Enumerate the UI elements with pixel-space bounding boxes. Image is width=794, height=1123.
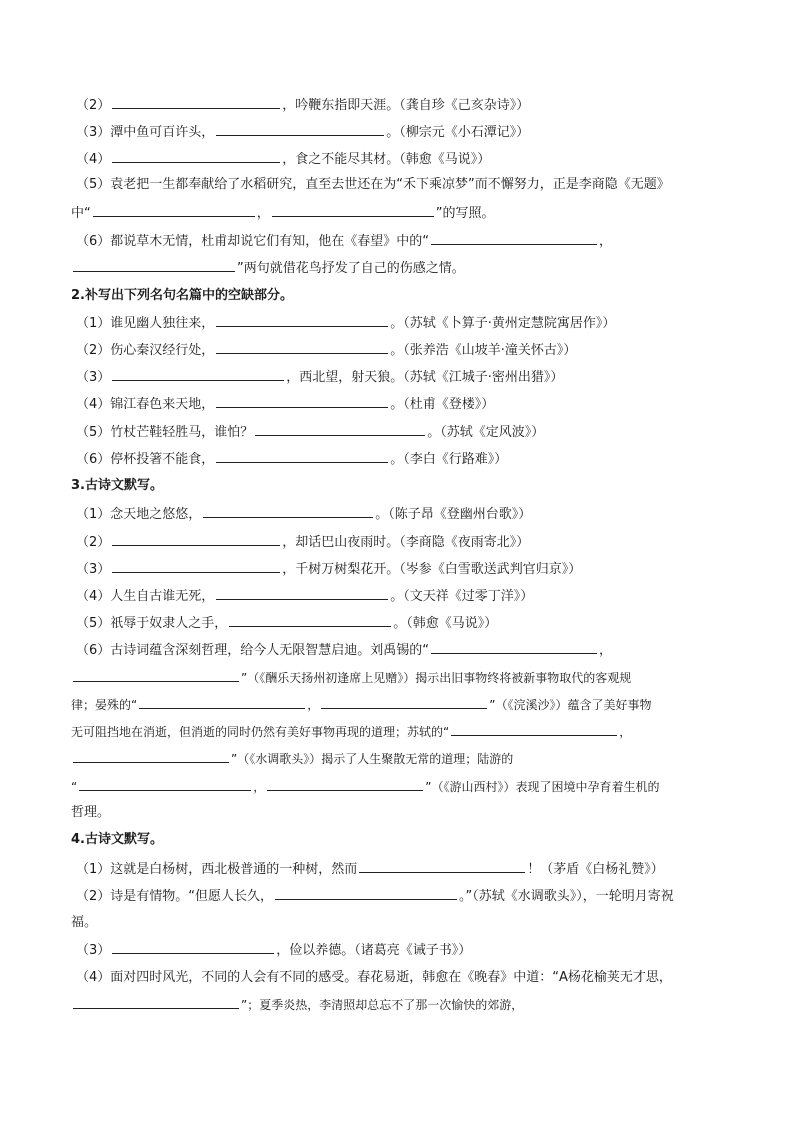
answer-blank[interactable]: [73, 994, 239, 1009]
answer-blank[interactable]: [359, 858, 525, 873]
line-text: （2）伤心秦汉经行处，: [76, 343, 215, 358]
line-text: 。（陈子昂《登幽州台歌》）: [375, 507, 532, 522]
line-text: （5）袁老把一生都奉献给了水稻研究，直至去世还在为“禾下乘凉梦”而不懈努力，正是李商隐《无题》: [76, 177, 670, 192]
question-line: [76, 531, 529, 551]
line-text: （6）都说草木无情，杜甫却说它们有知，他在《春望》中的“: [76, 234, 430, 249]
answer-blank[interactable]: [73, 257, 235, 272]
answer-blank[interactable]: [321, 694, 487, 709]
line-text: 。（苏轼《卜算子·黄州定慧院寓居作》）: [390, 316, 616, 331]
question-line: [71, 803, 110, 823]
question-line: [71, 667, 631, 687]
question-line: [76, 968, 672, 988]
answer-blank[interactable]: [431, 230, 597, 245]
question-line: [76, 939, 471, 959]
line-text: ，食之不能尽其材。（韩愈《马说》）: [282, 152, 491, 167]
line-text: （4）: [76, 152, 111, 167]
answer-blank[interactable]: [73, 667, 239, 682]
line-text: ，: [619, 725, 632, 739]
line-text: 。”（苏轼《水调歌头》），一轮明月寄祝: [459, 889, 674, 904]
line-text: ，千树万树梨花开。（岑参《白雪歌送武判官归京》）: [282, 562, 582, 577]
answer-blank[interactable]: [112, 94, 280, 109]
question-line: [76, 639, 612, 659]
line-text: （2）: [76, 535, 111, 550]
line-text: （3）潭中鱼可百许头，: [76, 125, 215, 140]
line-text: （3）: [76, 370, 111, 385]
line-text: （6）停杯投箸不能食，: [76, 452, 215, 467]
question-line: [76, 421, 544, 441]
line-text: 律；晏殊的“: [71, 698, 138, 712]
line-text: （4）人生自古谁无死，: [76, 589, 215, 604]
line-text: （1）这就是白杨树，西北极普通的一种树，然而: [76, 862, 358, 877]
line-text: （2）: [76, 98, 111, 113]
question-line: [76, 339, 576, 359]
line-text: （1）念天地之悠悠，: [76, 507, 202, 522]
question-line: [76, 858, 664, 878]
line-text: ”（《浣溪沙》）蕴含了美好事物: [489, 698, 652, 712]
answer-blank[interactable]: [112, 558, 280, 573]
question-line: [76, 175, 670, 195]
section-heading: [71, 830, 163, 850]
line-text: 。（苏轼《定风波》）: [427, 425, 545, 440]
question-line: [76, 94, 529, 114]
answer-blank[interactable]: [216, 448, 388, 463]
line-text: ”（《游山西村》）表现了困境中孕育着生机的: [425, 780, 660, 794]
line-text: （4）锦江春色来天地，: [76, 397, 215, 412]
line-text: 。（张养浩《山坡羊·潼关怀古》）: [390, 343, 577, 358]
answer-blank[interactable]: [73, 748, 229, 763]
question-line: [71, 257, 465, 277]
question-line: [76, 148, 490, 168]
answer-blank[interactable]: [112, 531, 280, 546]
line-text: （2）诗是有情物。“但愿人长久，: [76, 889, 274, 904]
line-text: ”（《酬乐天扬州初逢席上见赠》）揭示出旧事物终将被新事物取代的客观规: [241, 671, 632, 685]
question-line: [76, 503, 531, 523]
line-text: ”两句就借花鸟抒发了自己的伤感之情。: [237, 261, 465, 276]
line-text: 福。: [71, 915, 98, 930]
line-text: 中“: [71, 206, 91, 221]
answer-blank[interactable]: [139, 694, 305, 709]
line-text: ，: [253, 780, 266, 794]
answer-blank[interactable]: [275, 885, 457, 900]
line-text: 。（李白《行路难》）: [390, 452, 508, 467]
answer-blank[interactable]: [216, 312, 388, 327]
line-text: （5）竹杖芒鞋轻胜马，谁怕？: [76, 425, 254, 440]
line-text: ，: [599, 234, 613, 249]
answer-blank[interactable]: [216, 393, 388, 408]
question-line: [76, 558, 581, 578]
question-line: [71, 913, 97, 933]
answer-blank[interactable]: [229, 612, 391, 627]
section-heading: [71, 476, 163, 496]
line-text: 。（柳宗元《小石潭记》）: [386, 125, 530, 140]
question-line: [76, 312, 615, 332]
answer-blank[interactable]: [216, 585, 388, 600]
line-text: （1）谁见幽人独往来，: [76, 316, 215, 331]
answer-blank[interactable]: [79, 776, 251, 791]
line-text: 无可阻挡地在消逝，但消逝的同时仍然有美好事物再现的道理；苏轼的“: [71, 725, 450, 739]
line-text: ”（《水调歌头》）揭示了人生聚散无常的道理；陆游的: [231, 752, 514, 766]
answer-blank[interactable]: [216, 121, 384, 136]
answer-blank[interactable]: [112, 939, 274, 954]
line-text: （5）祇辱于奴隶人之手，: [76, 616, 228, 631]
answer-blank[interactable]: [272, 202, 434, 217]
line-text: ”的写照。: [435, 206, 495, 221]
answer-blank[interactable]: [267, 776, 423, 791]
question-line: [76, 230, 612, 250]
line-text: ！（茅盾《白杨礼赞》）: [527, 862, 664, 877]
question-line: [71, 994, 523, 1014]
question-line: [71, 776, 659, 796]
line-text: ，: [256, 206, 270, 221]
question-line: [71, 721, 631, 741]
question-line: [76, 393, 494, 413]
question-line: [71, 748, 513, 768]
line-text: “: [71, 780, 78, 794]
line-text: （6）古诗词蕴含深刻哲理，给今人无限智慧启迪。刘禹锡的“: [76, 643, 430, 658]
section-heading: [71, 286, 293, 306]
question-line: [76, 448, 507, 468]
line-text: 4.古诗文默写。: [71, 832, 163, 847]
line-text: 2.补写出下列名句名篇中的空缺部分。: [71, 288, 293, 303]
line-text: （4）面对四时风光，不同的人会有不同的感受。春花易逝，韩愈在《晚春》中道：“A杨花榆荚无才思，: [76, 970, 672, 985]
line-text: ，吟鞭东指即天涯。（龚自珍《己亥杂诗》）: [282, 98, 530, 113]
answer-blank[interactable]: [431, 639, 597, 654]
line-text: 哲理。: [71, 805, 111, 820]
answer-blank[interactable]: [255, 421, 425, 436]
line-text: ，: [599, 643, 613, 658]
line-text: 。（文天祥《过零丁洋》）: [390, 589, 534, 604]
question-line: [76, 121, 529, 141]
question-line: [76, 885, 674, 905]
question-line: [76, 366, 563, 386]
question-line: [76, 585, 533, 605]
line-text: 。（韩愈《马说》）: [393, 616, 498, 631]
question-line: [71, 202, 495, 222]
question-line: [76, 612, 497, 632]
answer-blank[interactable]: [203, 503, 373, 518]
line-text: 3.古诗文默写。: [71, 478, 163, 493]
line-text: ，俭以养德。（诸葛亮《诫子书》）: [276, 943, 472, 958]
answer-blank[interactable]: [451, 721, 617, 736]
line-text: （3）: [76, 943, 111, 958]
line-text: ，却话巴山夜雨时。（李商隐《夜雨寄北》）: [282, 535, 530, 550]
answer-blank[interactable]: [112, 148, 280, 163]
answer-blank[interactable]: [93, 202, 255, 217]
line-text: ，西北望，射天狼。（苏轼《江城子·密州出猎》）: [286, 370, 564, 385]
line-text: 。（杜甫《登楼》）: [390, 397, 495, 412]
line-text: （3）: [76, 562, 111, 577]
line-text: ，: [307, 698, 320, 712]
answer-blank[interactable]: [112, 366, 284, 381]
answer-blank[interactable]: [216, 339, 388, 354]
question-line: [71, 694, 651, 714]
line-text: ”；夏季炎热，李清照却总忘不了那一次愉快的郊游，: [241, 998, 524, 1012]
